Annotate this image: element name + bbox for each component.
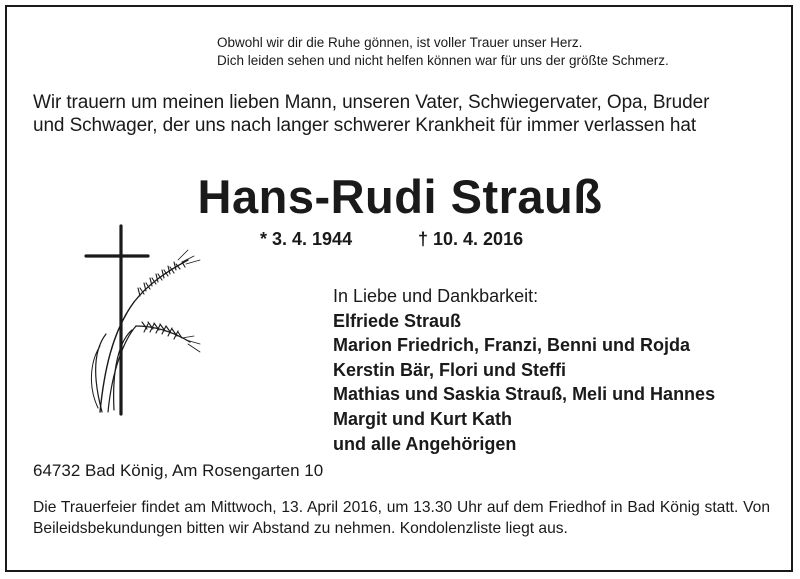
mourner-name: Marion Friedrich, Franzi, Benni und Rojda xyxy=(333,335,691,356)
death-date: † 10. 4. 2016 xyxy=(418,229,524,249)
mourner-name: und alle Angehörigen xyxy=(333,433,517,454)
mourners-list xyxy=(333,284,715,456)
intro-line-1: Wir trauern um meinen lieben Mann, unseren Vater, Schwiegervater, Opa, Bruder xyxy=(33,92,710,113)
mourner-name: Elfriede Strauß xyxy=(333,310,462,331)
mourners-lead: In Liebe und Dankbarkeit: xyxy=(333,286,539,306)
intro-line-2: und Schwager, der uns nach langer schwerer Krankheit für immer verlassen hat xyxy=(33,115,697,136)
birth-date: * 3. 4. 1944 xyxy=(260,229,353,249)
mourner-name: Kerstin Bär, Flori und Steffi xyxy=(333,359,567,380)
poem-line-1: Obwohl wir dir die Ruhe gönnen, ist voller Trauer unser Herz. xyxy=(217,35,583,50)
poem-line-2: Dich leiden sehen und nicht helfen können war für uns der größte Schmerz. xyxy=(217,53,669,68)
deceased-name: Hans-Rudi Strauß xyxy=(197,170,603,223)
mourner-name: Margit und Kurt Kath xyxy=(333,408,512,429)
mourner-name: Mathias und Saskia Strauß, Meli und Hannes xyxy=(333,384,716,405)
address: 64732 Bad König, Am Rosengarten 10 xyxy=(33,461,324,480)
cross-with-wheat-icon xyxy=(78,222,208,418)
funeral-notice: Die Trauerfeier findet am Mittwoch, 13. April 2016, um 13.30 Uhr auf dem Friedhof in Bad König statt. Von Beileidsbekundungen bitten wir Abstand zu nehmen. Kondolenzliste liegt aus. xyxy=(33,499,770,538)
